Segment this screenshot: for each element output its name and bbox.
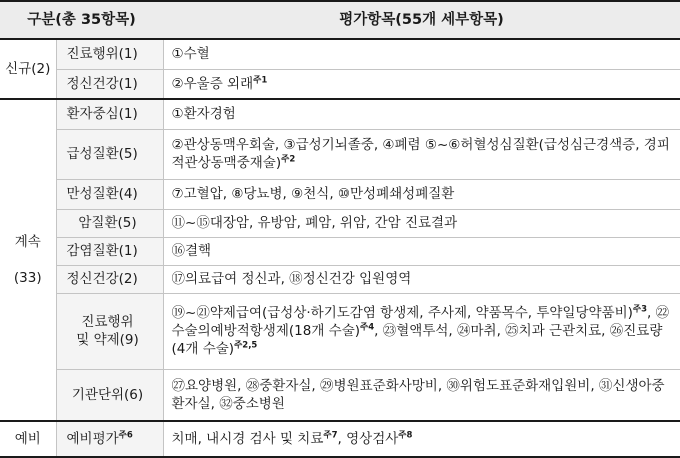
row-subcategory: 급성질환(5) <box>56 129 163 179</box>
row-subcategory: 기관단위(6) <box>56 369 163 421</box>
row-subcategory: 암질환(5) <box>56 209 163 237</box>
group-new-label: 신규(2) <box>0 39 56 99</box>
row-subcategory: 감염질환(1) <box>56 237 163 265</box>
row-items-text: ①수혈 <box>171 46 210 63</box>
row-items <box>163 69 680 99</box>
row-subcategory <box>56 293 163 369</box>
table-row <box>0 69 680 99</box>
footnote-mark: 주8 <box>398 430 413 441</box>
row-items <box>163 421 680 457</box>
row-items-text: ⑦고혈압, ⑧당뇨병, ⑨천식, ⑩만성폐쇄성폐질환 <box>171 186 455 202</box>
row-items-text: ⑪~⑮대장암, 유방암, 폐암, 위암, 간암 진료결과 <box>171 215 458 231</box>
table-row <box>0 237 680 265</box>
header-items: 평가항목(55개 세부항목) <box>163 1 680 39</box>
table-row <box>0 369 680 421</box>
table-row <box>0 293 680 369</box>
row-items-text: , ㉒수술의예방적항생제(18개 수술) <box>171 305 670 339</box>
row-items <box>163 39 680 69</box>
row-items-text: , ㉓혈액투석, ㉔마취, ㉕치과 근관치료, ㉖진료량(4개 수술) <box>171 323 663 357</box>
row-subcategory: 정신건강(2) <box>56 265 163 293</box>
footnote-mark: 주3 <box>632 304 648 315</box>
row-items-text: ②우울증 외래 <box>171 75 254 92</box>
group-continuing-label-line1: 계속 <box>14 234 41 250</box>
group-continuing-label-line2: (33) <box>13 270 42 286</box>
table-row <box>0 39 680 69</box>
table-row <box>0 179 680 209</box>
row-items-text: ⑯결핵 <box>171 243 212 259</box>
footnote-mark: 주6 <box>118 430 133 441</box>
row-items-text: , 영상검사 <box>337 431 399 447</box>
row-items-text: ㉗요양병원, ㉘중환자실, ㉙병원표준화사망비, ㉚위험도표준화재입원비, ㉛신생아중환자실, ㉜중소병원 <box>171 377 665 412</box>
footnote-mark: 주2 <box>281 154 296 165</box>
row-items-text: 치매, 내시경 검사 및 치료 <box>171 431 324 447</box>
row-items <box>163 369 680 421</box>
row-items-text: ②관상동맥우회술, ③급성기뇌졸중, ④폐렴 ⑤~⑥허혈성심질환(급성심근경색증, 경피적관상동맥중재술) <box>171 137 670 171</box>
table-row <box>0 129 680 179</box>
group-preliminary-label: 예비 <box>0 421 56 457</box>
row-items <box>163 209 680 237</box>
row-subcategory: 정신건강(1) <box>56 69 163 99</box>
row-subcategory: 환자중심(1) <box>56 99 163 129</box>
footnote-mark: 주4 <box>360 322 375 333</box>
row-subcategory: 진료행위(1) <box>56 39 163 69</box>
row-items <box>163 265 680 293</box>
row-items-text: ⑰의료급여 정신과, ⑱정신건강 입원영역 <box>171 271 412 287</box>
row-subcategory-line1: 진료행위 <box>81 314 134 330</box>
row-items <box>163 179 680 209</box>
table-row <box>0 421 680 457</box>
row-subcategory-line2: 및 약제(9) <box>76 332 139 348</box>
table-row <box>0 265 680 293</box>
row-items-text: ⑲~㉑약제급여(급성상·하기도감염 항생제, 주사제, 약품목수, 투약일당약품비) <box>171 305 633 321</box>
row-subcategory-text: 예비평가 <box>66 431 119 447</box>
row-items <box>163 99 680 129</box>
footnote-mark: 주1 <box>253 75 268 86</box>
group-continuing-label <box>0 99 56 421</box>
footnote-mark: 주7 <box>323 430 338 441</box>
row-items <box>163 293 680 369</box>
row-subcategory: 만성질환(4) <box>56 179 163 209</box>
row-subcategory <box>56 421 163 457</box>
header-category: 구분(총 35항목) <box>0 1 163 39</box>
row-items <box>163 129 680 179</box>
table-row <box>0 99 680 129</box>
table-row <box>0 209 680 237</box>
row-items-text: ①환자경험 <box>171 106 236 123</box>
header-row <box>0 1 680 39</box>
row-items <box>163 237 680 265</box>
footnote-mark: 주2,5 <box>234 340 258 351</box>
